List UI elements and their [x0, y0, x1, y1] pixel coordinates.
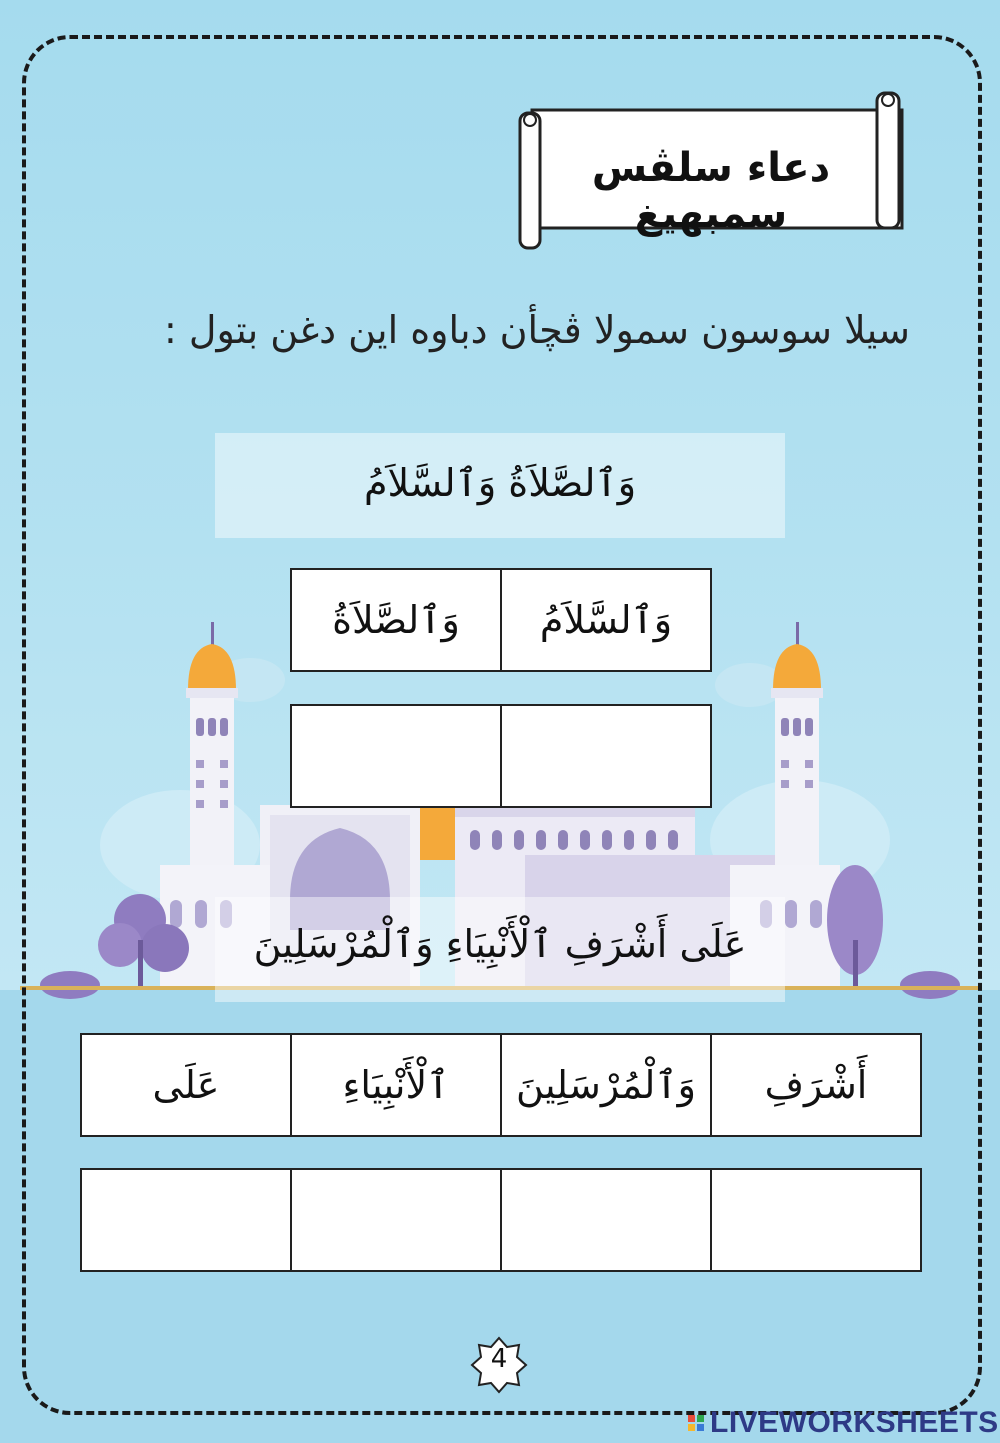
answer-drop-box[interactable]	[501, 1169, 711, 1271]
phrase-2: عَلَى أَشْرَفِ ٱلْأَنْبِيَاءِ وَٱلْمُرْسَلِينَ	[215, 897, 785, 1002]
answer-drop-box[interactable]	[711, 1169, 921, 1271]
instruction-text: سيلا سوسون سمولا ڤچأن دباوه اين دغن بتول :	[164, 308, 910, 352]
word-choice[interactable]: ٱلْأَنْبِيَاءِ	[291, 1034, 501, 1136]
answer-drop-box[interactable]	[81, 1169, 291, 1271]
answer-boxes-1	[290, 704, 712, 808]
word-choice[interactable]: أَشْرَفِ	[711, 1034, 921, 1136]
word-choice[interactable]: وَٱلصَّلاَةُ	[291, 569, 501, 671]
answer-drop-box[interactable]	[501, 705, 711, 807]
word-choice[interactable]: وَٱلسَّلاَمُ	[501, 569, 711, 671]
phrase-1: وَٱلصَّلاَةُ وَٱلسَّلاَمُ	[215, 433, 785, 538]
answer-drop-box[interactable]	[291, 705, 501, 807]
brand-name: LIVEWORKSHEETS	[710, 1406, 999, 1439]
word-choices-2	[80, 1033, 922, 1137]
word-choices-1	[290, 568, 712, 672]
word-choice[interactable]: وَٱلْمُرْسَلِينَ	[501, 1034, 711, 1136]
liveworksheets-logo	[688, 1406, 999, 1440]
worksheet-title: دعاء سلڤس سمبهيغ	[591, 145, 831, 237]
liveworksheets-logo-icon	[688, 1415, 704, 1431]
answer-drop-box[interactable]	[291, 1169, 501, 1271]
word-choice[interactable]: عَلَى	[81, 1034, 291, 1136]
answer-boxes-2	[80, 1168, 922, 1272]
page-number: 4	[490, 1344, 508, 1374]
